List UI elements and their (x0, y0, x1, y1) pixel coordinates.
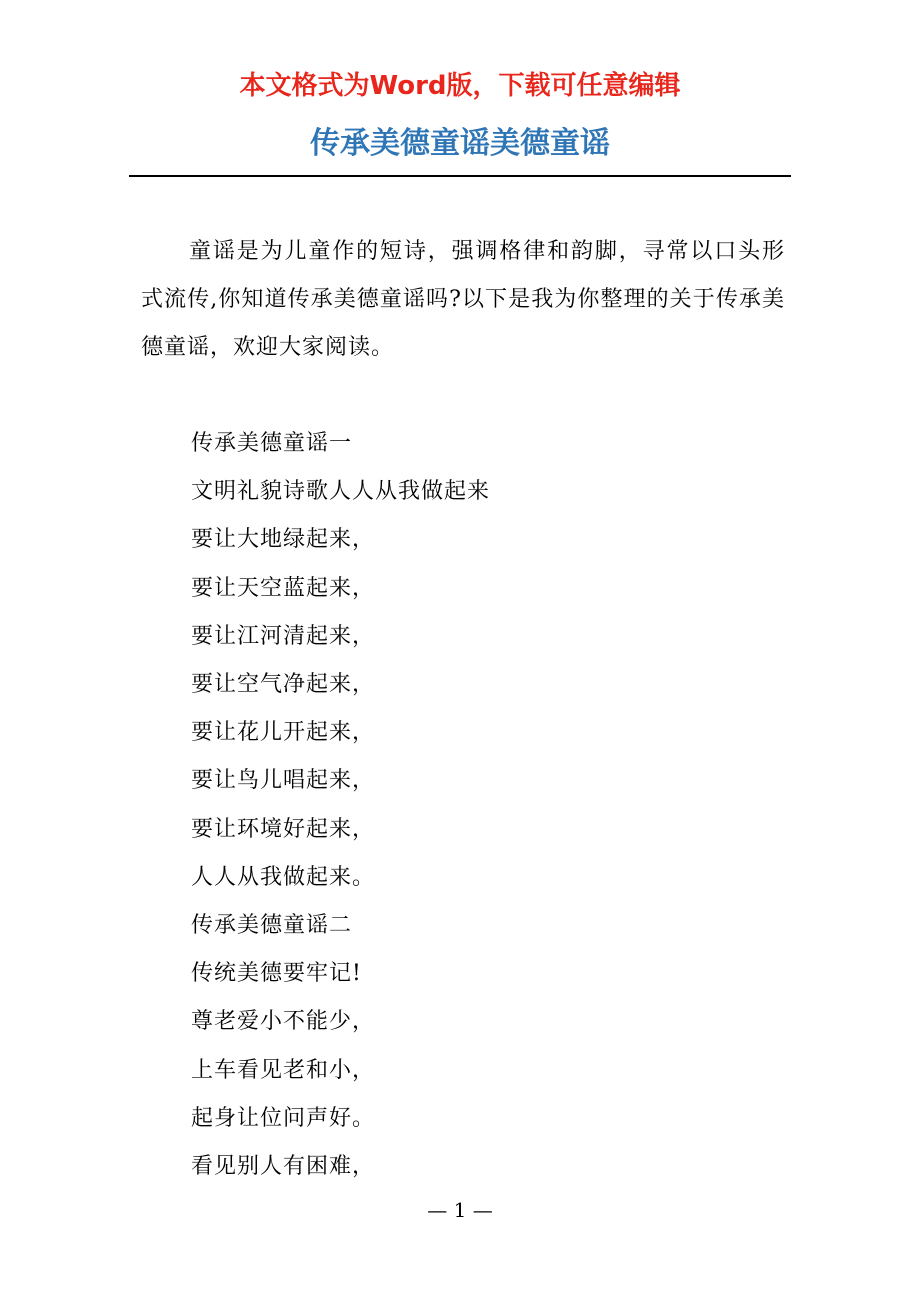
rhyme-line: 人人从我做起来。 (191, 864, 376, 890)
rhyme-line: 传承美德童谣二 (191, 913, 353, 939)
title-divider (129, 175, 791, 177)
document-title: 传承美德童谣美德童谣 (310, 126, 610, 161)
rhyme-line: 看见别人有困难， (191, 1154, 376, 1180)
rhyme-line: 要让鸟儿唱起来， (191, 768, 376, 794)
rhyme-line: 要让大地绿起来， (191, 527, 376, 553)
page-number: — 1 — (427, 1198, 493, 1222)
format-banner: 本文格式为Word版，下载可任意编辑 (239, 71, 681, 101)
intro-paragraph: 童谣是为儿童作的短诗，强调格律和韵脚，寻常以口头形式流传,你知道传承美德童谣吗?以下是我为你整理的关于传承美德童谣，欢迎大家阅读。 (141, 239, 785, 360)
rhyme-line: 上车看见老和小， (191, 1057, 376, 1083)
rhyme-line: 要让天空蓝起来， (191, 575, 376, 601)
rhyme-line: 要让江河清起来， (191, 623, 376, 649)
rhyme-line: 尊老爱小不能少， (191, 1009, 376, 1035)
rhyme-line: 要让环境好起来， (191, 816, 376, 842)
rhyme-line: 传承美德童谣一 (191, 431, 353, 456)
rhyme-line: 起身让位问声好。 (191, 1105, 376, 1131)
rhyme-line: 文明礼貌诗歌人人从我做起来 (191, 479, 491, 505)
rhyme-line: 传统美德要牢记! (191, 961, 362, 987)
rhyme-lines (191, 420, 490, 1191)
rhyme-line: 要让空气净起来， (191, 672, 376, 698)
rhyme-line: 要让花儿开起来， (191, 720, 376, 746)
